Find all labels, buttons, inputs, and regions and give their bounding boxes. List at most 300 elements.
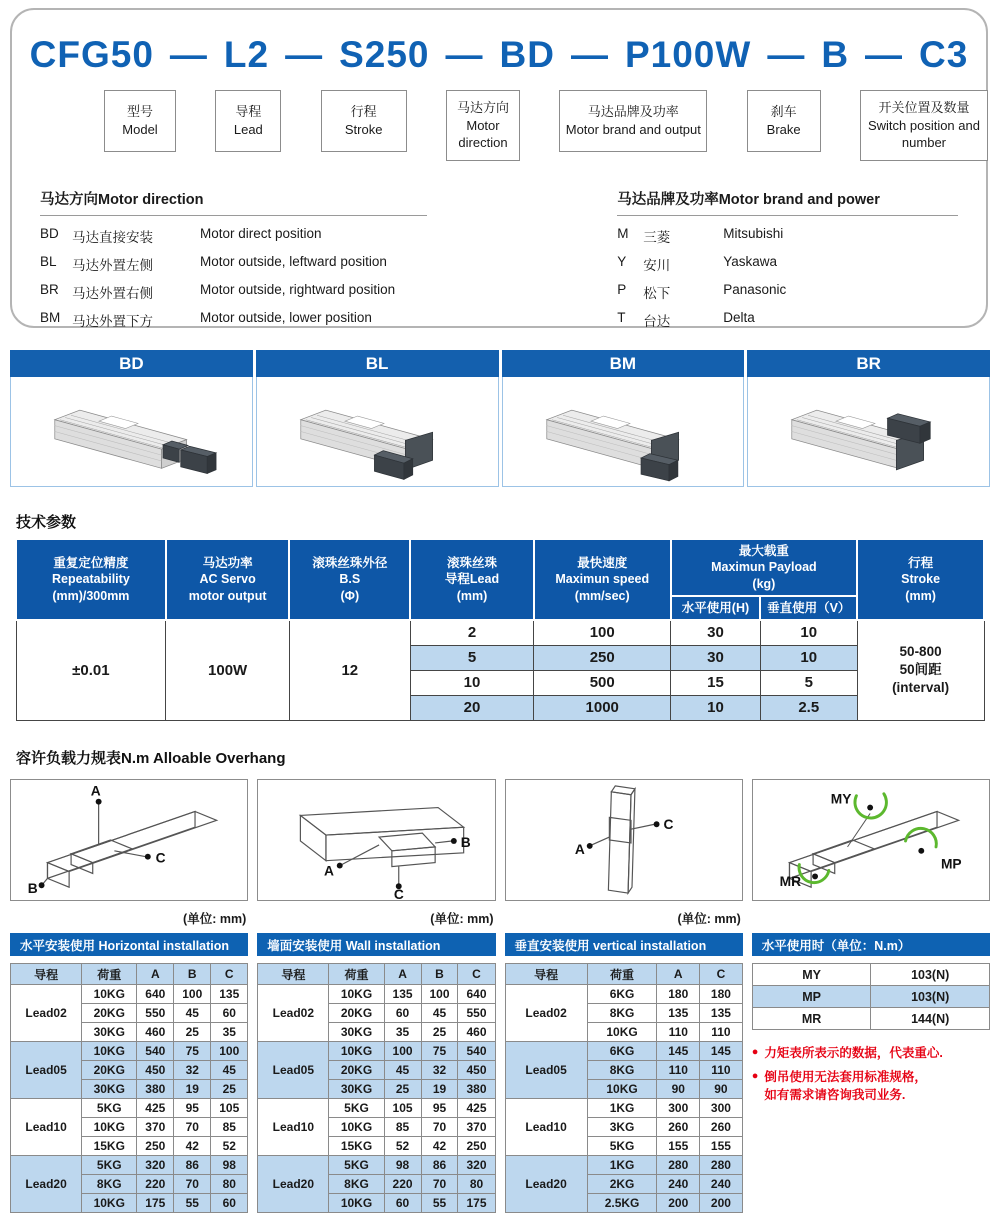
svg-text:C: C: [155, 850, 166, 866]
install-data-row: [258, 1042, 495, 1061]
install-header-row: [11, 964, 248, 985]
model-legend-box-cn: 导程: [235, 104, 262, 120]
lead-group-cell: Lead10: [258, 1099, 329, 1156]
install-data-cell: 105: [211, 1099, 248, 1118]
install-data-cell: 250: [458, 1137, 495, 1156]
ball-screw-diameter-value: 12: [289, 620, 410, 720]
install-data-cell: 320: [458, 1156, 495, 1175]
motor-brand-item: [617, 310, 958, 330]
payload-vertical-value: 2.5: [760, 695, 857, 720]
model-code-segment: L2: [223, 34, 270, 75]
install-data-cell: 105: [384, 1099, 421, 1118]
install-data-cell: 8KG: [587, 1004, 657, 1023]
product-view-panel: [502, 350, 745, 487]
motor-brand-title: 马达品牌及功率Motor brand and power: [617, 188, 958, 216]
install-data-cell: 280: [700, 1156, 743, 1175]
motor-brand-item-en: Panasonic: [723, 282, 787, 297]
payload-vertical-value: 10: [760, 620, 857, 645]
svg-text:A: A: [574, 841, 585, 857]
motor-direction-item-en: Motor outside, lower position: [200, 310, 372, 325]
moment-row: [752, 964, 989, 986]
model-code-text: [12, 34, 986, 76]
install-data-cell: 5KG: [82, 1156, 137, 1175]
motor-brand-legend: [617, 188, 958, 338]
moment-table-body: [752, 964, 989, 1030]
install-data-cell: 180: [657, 985, 700, 1004]
model-legend-box: [321, 90, 407, 152]
install-data-cell: 380: [137, 1080, 174, 1099]
stroke-value-line: 50-800: [899, 643, 942, 659]
svg-text:B: B: [27, 881, 38, 897]
install-data-cell: 110: [657, 1023, 700, 1042]
legend-row: [40, 188, 958, 338]
stroke-value-line: (interval): [892, 680, 950, 696]
moment-value: 103(N): [871, 986, 990, 1008]
install-data-cell: 425: [137, 1099, 174, 1118]
install-table: [10, 963, 248, 1213]
tech-table-head: [16, 539, 984, 620]
install-data-cell: 1KG: [587, 1099, 657, 1118]
moment-table-title: 水平使用时（单位：N.m）: [752, 933, 990, 956]
tech-params-title: 技术参数: [16, 514, 77, 531]
install-data-cell: 10KG: [82, 985, 137, 1004]
installation-tables: [10, 933, 990, 1213]
motor-brand-item-cn: 安川: [643, 258, 671, 273]
tech-params-table: [15, 538, 985, 721]
install-data-cell: 86: [421, 1156, 458, 1175]
th-stroke-line: 行程: [908, 556, 934, 571]
install-table-head: [505, 964, 742, 985]
lead-value: 5: [410, 645, 534, 670]
motor-direction-title: 马达方向Motor direction: [40, 188, 427, 216]
install-data-cell: 1KG: [587, 1156, 657, 1175]
motor-direction-item-code: BM: [40, 310, 61, 325]
overhang-moments: [752, 779, 990, 901]
install-data-cell: 5KG: [587, 1137, 657, 1156]
install-data-cell: 85: [211, 1118, 248, 1137]
install-data-cell: 640: [458, 985, 495, 1004]
svg-text:B: B: [460, 834, 471, 850]
install-data-cell: 5KG: [82, 1099, 137, 1118]
motor-direction-item: [40, 310, 427, 330]
install-data-cell: 86: [174, 1156, 211, 1175]
tech-table-body: [16, 620, 984, 720]
motor-direction-item-cn: 马达外置下方: [72, 314, 153, 329]
install-data-cell: 540: [137, 1042, 174, 1061]
install-data-cell: 280: [657, 1156, 700, 1175]
install-col-header: 荷重: [329, 964, 384, 985]
install-data-cell: 370: [458, 1118, 495, 1137]
model-legend-box-cn: 开关位置及数量: [878, 100, 970, 115]
th-motor-output-line: AC Servo: [199, 572, 256, 587]
lead-group-cell: Lead05: [258, 1042, 329, 1099]
th-max-payload-line: Maximun Payload: [711, 560, 817, 575]
lead-group-cell: Lead05: [11, 1042, 82, 1099]
svg-text:C: C: [662, 817, 673, 833]
product-view-panel: [10, 350, 253, 487]
lead-value: 10: [410, 670, 534, 695]
install-data-cell: 540: [458, 1042, 495, 1061]
model-legend-box-en: Motor direction: [458, 117, 508, 151]
th-lead: [410, 539, 534, 620]
install-data-cell: 45: [384, 1061, 421, 1080]
install-data-cell: 25: [421, 1023, 458, 1042]
motor-direction-item-cn: 马达直接安装: [72, 230, 153, 245]
install-data-row: [505, 1042, 742, 1061]
install-data-cell: 175: [137, 1194, 174, 1213]
motor-direction-item: [40, 282, 427, 302]
install-data-cell: 550: [458, 1004, 495, 1023]
payload-vertical-value: 5: [760, 670, 857, 695]
install-data-cell: 100: [384, 1042, 421, 1061]
th-lead-line: 滚珠丝珠: [447, 556, 498, 571]
th-motor-output-line: 马达功率: [202, 556, 253, 571]
motor-brand-item-cn: 松下: [643, 286, 671, 301]
install-data-cell: 8KG: [82, 1175, 137, 1194]
model-code-segment: CFG50: [29, 34, 154, 75]
install-data-cell: 10KG: [82, 1042, 137, 1061]
lead-value: 20: [410, 695, 534, 720]
model-legend-box-en: Motor brand and output: [565, 122, 701, 137]
payload-horizontal-value: 15: [671, 670, 761, 695]
install-col-header: B: [174, 964, 211, 985]
install-data-cell: 110: [657, 1061, 700, 1080]
install-table-title: 垂直安装使用 vertical installation: [505, 933, 743, 956]
model-legend-box-cn: 型号: [126, 104, 153, 120]
install-data-row: [505, 1099, 742, 1118]
lead-group-cell: Lead02: [505, 985, 587, 1042]
motor-brand-item-code: T: [617, 310, 626, 325]
install-data-cell: 260: [700, 1118, 743, 1137]
install-col-header: C: [458, 964, 495, 985]
install-data-row: [11, 985, 248, 1004]
model-code-segment: P100W: [624, 34, 752, 75]
install-col-header: 导程: [258, 964, 329, 985]
install-data-cell: 60: [211, 1194, 248, 1213]
install-data-cell: 10KG: [82, 1118, 137, 1137]
install-table-body: [505, 985, 742, 1213]
motor-brand-item-code: P: [617, 282, 627, 297]
lead-group-cell: Lead20: [258, 1156, 329, 1213]
th-max-speed-line: (mm/sec): [574, 588, 630, 603]
moment-table: [752, 963, 990, 1030]
motor-brand-item-code: M: [617, 226, 629, 241]
lead-group-cell: Lead10: [11, 1099, 82, 1156]
th-motor-output-line: motor output: [188, 588, 267, 603]
install-col-header: C: [700, 964, 743, 985]
install-data-cell: 90: [700, 1080, 743, 1099]
install-data-row: [258, 985, 495, 1004]
install-data-cell: 155: [700, 1137, 743, 1156]
install-data-cell: 145: [700, 1042, 743, 1061]
payload-horizontal-value: 30: [671, 645, 761, 670]
model-code-separator: —: [570, 34, 609, 75]
install-data-cell: 25: [174, 1023, 211, 1042]
install-data-cell: 100: [421, 985, 458, 1004]
install-data-cell: 450: [458, 1061, 495, 1080]
model-legend-box: [559, 90, 707, 152]
install-data-cell: 45: [421, 1004, 458, 1023]
model-code-segment: S250: [339, 34, 430, 75]
overhang-wall-abc-drawing: [258, 780, 494, 900]
model-legend-box-en: Stroke: [344, 122, 383, 137]
install-data-cell: 52: [211, 1137, 248, 1156]
install-table-column: [505, 933, 743, 1213]
install-data-cell: 70: [174, 1118, 211, 1137]
th-repeatability-line: 重复定位精度: [53, 556, 129, 571]
overhang-horizontal-abc-drawing: [11, 780, 247, 900]
th-payload-horizontal: 水平使用(H): [671, 596, 761, 620]
install-data-cell: 2KG: [587, 1175, 657, 1194]
motor-brand-item-cn: 三菱: [643, 230, 671, 245]
model-legend-box-en: Lead: [233, 122, 263, 137]
moment-value: 103(N): [871, 964, 990, 986]
motor-direction-item-en: Motor outside, rightward position: [200, 282, 396, 297]
install-data-cell: 6KG: [587, 985, 657, 1004]
install-table-title: 水平安装使用 Horizontal installation: [10, 933, 248, 956]
tech-head-row-1: [16, 539, 984, 596]
motor-brand-item-en: Yaskawa: [723, 254, 778, 269]
product-view-gallery: [10, 350, 990, 487]
motor-direction-item: [40, 254, 427, 274]
overhang-moments-drawing: [753, 780, 989, 900]
install-data-cell: 42: [174, 1137, 211, 1156]
overhang-title: 容许负载力规表N.m Alloable Overhang: [16, 750, 286, 767]
stroke-value-line: 50间距: [899, 662, 942, 678]
model-legend-box-cn: 马达品牌及功率: [587, 104, 679, 120]
model-code-segment: C3: [919, 34, 969, 75]
install-data-row: [258, 1156, 495, 1175]
th-stroke-line: (mm): [905, 588, 936, 603]
motor-brand-item-code: Y: [617, 254, 627, 269]
th-lead-line: (mm): [456, 588, 488, 603]
install-data-cell: 20KG: [82, 1004, 137, 1023]
unit-label-row: [10, 909, 990, 927]
motor-output-value: 100W: [166, 620, 290, 720]
moment-label: MP: [752, 986, 871, 1008]
install-data-cell: 8KG: [329, 1175, 384, 1194]
model-code-separator: —: [865, 34, 904, 75]
install-col-header: A: [384, 964, 421, 985]
install-data-cell: 250: [137, 1137, 174, 1156]
th-ball-screw-diameter-line: B.S: [339, 572, 361, 587]
install-data-cell: 200: [657, 1194, 700, 1213]
install-data-cell: 90: [657, 1080, 700, 1099]
model-legend-box: [747, 90, 821, 152]
model-legend-box-en: Switch position and number: [867, 117, 980, 151]
install-data-cell: 70: [421, 1118, 458, 1137]
motor-brand-item: [617, 282, 958, 302]
install-data-cell: 15KG: [82, 1137, 137, 1156]
th-max-speed: [534, 539, 671, 620]
th-max-payload-line: 最大载重: [738, 544, 789, 558]
install-data-cell: 450: [137, 1061, 174, 1080]
speed-value: 1000: [534, 695, 671, 720]
motor-brand-item: [617, 254, 958, 274]
install-data-cell: 220: [384, 1175, 421, 1194]
install-data-cell: 45: [211, 1061, 248, 1080]
install-data-cell: 300: [657, 1099, 700, 1118]
model-code-segment: B: [821, 34, 850, 75]
svg-text:MY: MY: [830, 791, 852, 807]
install-data-row: [11, 1156, 248, 1175]
install-data-cell: 98: [211, 1156, 248, 1175]
actuator-illustration-BM: [503, 377, 744, 486]
overhang-vertical-ac: [505, 779, 743, 901]
install-data-cell: 3KG: [587, 1118, 657, 1137]
install-data-cell: 19: [174, 1080, 211, 1099]
install-data-cell: 75: [174, 1042, 211, 1061]
install-header-row: [505, 964, 742, 985]
unit-label: (单位: mm): [430, 912, 494, 926]
th-stroke-line: Stroke: [901, 572, 941, 587]
note-text: 倒吊使用无法套用标准规格， 如有需求请咨询我司业务.: [764, 1070, 927, 1103]
th-repeatability-line: Repeatability: [51, 572, 130, 587]
install-data-cell: 100: [211, 1042, 248, 1061]
th-motor-output: [166, 539, 290, 620]
install-data-cell: 60: [211, 1004, 248, 1023]
overhang-vertical-ac-drawing: [506, 780, 742, 900]
model-legend-box: [860, 90, 988, 161]
install-table-column: [10, 933, 248, 1213]
install-data-cell: 8KG: [587, 1061, 657, 1080]
install-data-cell: 135: [384, 985, 421, 1004]
svg-text:C: C: [394, 887, 405, 900]
install-data-cell: 60: [384, 1194, 421, 1213]
install-data-cell: 370: [137, 1118, 174, 1137]
unit-label: (单位: mm): [183, 912, 247, 926]
lead-value: 2: [410, 620, 534, 645]
install-data-cell: 55: [174, 1194, 211, 1213]
install-data-cell: 10KG: [82, 1194, 137, 1213]
install-data-cell: 135: [657, 1004, 700, 1023]
install-data-cell: 220: [137, 1175, 174, 1194]
model-legend-box-en: Model: [122, 122, 158, 137]
install-data-cell: 10KG: [329, 985, 384, 1004]
motor-brand-item-en: Delta: [723, 310, 755, 325]
speed-value: 500: [534, 670, 671, 695]
install-col-header: A: [657, 964, 700, 985]
th-ball-screw-diameter: [289, 539, 410, 620]
install-data-cell: 75: [421, 1042, 458, 1061]
model-legend-box-cn: 刹车: [770, 104, 797, 120]
install-header-row: [258, 964, 495, 985]
install-data-cell: 85: [384, 1118, 421, 1137]
install-data-cell: 32: [174, 1061, 211, 1080]
overhang-diagrams: [10, 779, 990, 901]
lead-group-cell: Lead02: [258, 985, 329, 1042]
install-data-cell: 10KG: [329, 1118, 384, 1137]
note-bullet-icon: ●: [751, 1070, 759, 1083]
install-data-cell: 380: [458, 1080, 495, 1099]
install-data-cell: 98: [384, 1156, 421, 1175]
install-data-cell: 15KG: [329, 1137, 384, 1156]
install-data-cell: 30KG: [82, 1080, 137, 1099]
motor-direction-item-code: BR: [40, 282, 59, 297]
install-col-header: C: [211, 964, 248, 985]
install-table-head: [11, 964, 248, 985]
install-table: [257, 963, 495, 1213]
install-data-cell: 42: [421, 1137, 458, 1156]
moment-column: [752, 933, 990, 1213]
model-legend-box-en: Brake: [766, 122, 801, 137]
install-data-cell: 45: [174, 1004, 211, 1023]
install-data-cell: 25: [384, 1080, 421, 1099]
moment-row: [752, 986, 989, 1008]
motor-direction-item: [40, 226, 427, 246]
motor-direction-item-cn: 马达外置左侧: [72, 258, 153, 273]
product-view-image: [256, 377, 499, 487]
install-data-cell: 95: [421, 1099, 458, 1118]
unit-label: (单位: mm): [677, 912, 741, 926]
install-data-cell: 30KG: [82, 1023, 137, 1042]
install-data-cell: 5KG: [329, 1156, 384, 1175]
lead-group-cell: Lead10: [505, 1099, 587, 1156]
install-data-cell: 300: [700, 1099, 743, 1118]
motor-brand-item-en: Mitsubishi: [723, 226, 784, 241]
product-view-panel: [747, 350, 990, 487]
install-data-row: [505, 985, 742, 1004]
install-data-cell: 30KG: [329, 1023, 384, 1042]
overhang-wall-abc: [257, 779, 495, 901]
unit-label-empty: [752, 909, 990, 927]
product-view-label: BD: [10, 350, 253, 377]
motor-direction-item-cn: 马达外置右侧: [72, 286, 153, 301]
stroke-value: [857, 620, 984, 720]
model-code-separator: —: [767, 34, 806, 75]
moment-value: 144(N): [871, 1008, 990, 1030]
lead-group-cell: Lead20: [11, 1156, 82, 1213]
install-data-cell: 20KG: [329, 1061, 384, 1080]
install-data-cell: 640: [137, 985, 174, 1004]
th-repeatability: [16, 539, 166, 620]
install-data-cell: 175: [458, 1194, 495, 1213]
install-data-cell: 25: [211, 1080, 248, 1099]
install-data-cell: 135: [700, 1004, 743, 1023]
install-data-row: [505, 1156, 742, 1175]
install-table: [505, 963, 743, 1213]
install-data-cell: 35: [384, 1023, 421, 1042]
payload-vertical-value: 10: [760, 645, 857, 670]
install-data-cell: 5KG: [329, 1099, 384, 1118]
install-data-cell: 80: [458, 1175, 495, 1194]
th-max-speed-line: 最快速度: [577, 556, 628, 571]
install-data-cell: 180: [700, 985, 743, 1004]
th-max-payload: [671, 539, 858, 596]
install-data-cell: 550: [137, 1004, 174, 1023]
install-data-cell: 19: [421, 1080, 458, 1099]
install-data-cell: 35: [211, 1023, 248, 1042]
motor-brand-item: [617, 226, 958, 246]
note-item: [752, 1068, 990, 1104]
install-data-cell: 200: [700, 1194, 743, 1213]
note-bullet-icon: ●: [751, 1046, 759, 1058]
install-table-head: [258, 964, 495, 985]
lead-group-cell: Lead20: [505, 1156, 587, 1213]
th-repeatability-line: (mm)/300mm: [52, 588, 130, 603]
install-data-cell: 60: [384, 1004, 421, 1023]
install-data-cell: 100: [174, 985, 211, 1004]
install-data-cell: 10KG: [329, 1194, 384, 1213]
svg-text:A: A: [324, 863, 335, 879]
payload-horizontal-value: 30: [671, 620, 761, 645]
product-view-image: [10, 377, 253, 487]
motor-direction-list: [40, 226, 427, 330]
actuator-illustration-BR: [748, 377, 989, 486]
install-data-cell: 80: [211, 1175, 248, 1194]
motor-direction-item-en: Motor direct position: [200, 226, 322, 241]
product-view-panel: [256, 350, 499, 487]
